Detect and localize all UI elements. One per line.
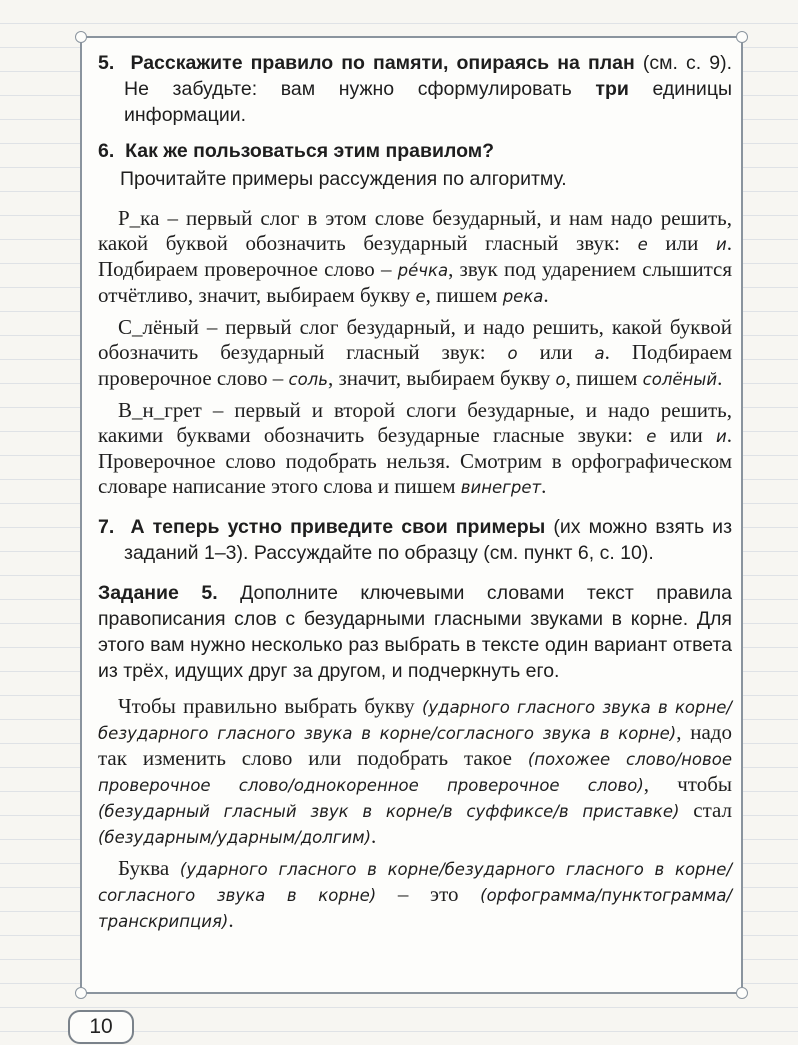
handwritten-word: и (716, 427, 727, 446)
rule-paragraph: Буква (ударного гласного в корне/безударного гласного в корне/ согласного звука в корне) – это (орфограмма/пунктограмма/транскрипция). (98, 856, 733, 932)
example-paragraph: С_лёный – первый слог безударный, и надо решить, какой буквой обозначить безударный гласный звук: о или а. Подбираем проверочное слово – соль, значит, выбираем букву о, пишем солёный. (98, 315, 732, 390)
item-emphasis: три (595, 78, 629, 100)
item-number: 6. (98, 140, 115, 162)
item-number: 5. (98, 52, 115, 74)
handwritten-word: е (646, 427, 657, 446)
example-paragraph: Р_ка – первый слог в этом слове безударный, и нам надо решить, какой буквой обозначить безударный гласный звук: е или и. Подбираем проверочное слово – ре́чка, звук под ударением слышится отчётливо, значит, выбираем букву е, пишем река. (98, 206, 732, 307)
handwritten-word: ре́чка (397, 261, 449, 280)
corner-ornament (736, 31, 748, 43)
item-heading: Как же пользоваться этим правилом? (125, 140, 495, 162)
page-number: 10 (68, 1010, 134, 1044)
corner-ornament (75, 987, 87, 999)
rule-paragraph: Чтобы правильно выбрать букву (ударного гласного звука в корне/безударного гласного звука в корне/согласного звука в корне), надо так изменить слово или подобрать такое (похожее слово/новое проверочное слово/однокоренное проверочное слово), чтобы (безударный гласный звук в корне/в суффиксе/в приставке) стал (безударным/ударным/долгим). (98, 694, 732, 848)
page-content (98, 50, 732, 934)
item-heading: А теперь устно приведите свои примеры (130, 516, 546, 538)
handwritten-word: о (555, 370, 566, 389)
example-paragraph: В_н_грет – первый и второй слоги безударные, и надо решить, какими буквами обозначить безударные гласные звуки: е или и. Проверочное слово подобрать нельзя. Смотрим в орфографическом словаре написание этого слова и пишем винегрет. (98, 398, 732, 498)
answer-options[interactable]: (безударным/ударным/долгим) (98, 828, 372, 847)
answer-options[interactable]: (безударный гласный звук в корне/в суффиксе/в приставке) (98, 802, 680, 821)
corner-ornament (736, 987, 748, 999)
task-5 (98, 580, 732, 684)
handwritten-word: а (594, 344, 605, 363)
item-6 (98, 138, 732, 164)
handwritten-word: река (502, 287, 544, 306)
answer-options[interactable]: (похожее слово/новое проверочное слово/однокоренное проверочное слово) (98, 750, 732, 795)
handwritten-word: винегрет (460, 478, 542, 497)
handwritten-word: и (716, 235, 727, 254)
answer-options[interactable]: (ударного гласного звука в корне/безударного гласного звука в корне/согласного звука в корне) (98, 698, 732, 743)
item-6-instruction: Прочитайте примеры рассуждения по алгоритму. (120, 168, 567, 190)
corner-ornament (75, 31, 87, 43)
item-text: (см. с. 9). Не забудьте: вам нужно сформулировать (124, 52, 733, 100)
answer-options[interactable]: (ударного гласного в корне/безударного гласного в корне/ согласного звука в корне) (98, 860, 733, 905)
handwritten-word: е (637, 235, 648, 254)
handwritten-word: е (415, 287, 426, 306)
item-number: 7. (98, 516, 115, 538)
item-heading: Расскажите правило по памяти, опираясь на план (130, 52, 635, 74)
handwritten-word: о (507, 344, 518, 363)
handwritten-word: солёный (642, 370, 718, 389)
item-text: (их можно взять из заданий 1–3). Рассуждайте по образцу (см. пункт 6, с. 10). (124, 516, 733, 564)
answer-options[interactable]: (орфограмма/пунктограмма/транскрипция) (98, 886, 732, 931)
item-5 (98, 50, 732, 128)
task-text: Дополните ключевыми словами текст правила правописания слов с безударными гласными звуками в корне. Для этого вам нужно несколько раз выбрать в тексте один вариант ответа из трёх, идущих друг за другом, и подчеркнуть его. (98, 582, 732, 682)
item-7 (98, 514, 732, 566)
task-label: Задание 5. (98, 582, 218, 604)
handwritten-word: соль (288, 370, 328, 389)
item-text: единицы информации. (124, 78, 732, 126)
